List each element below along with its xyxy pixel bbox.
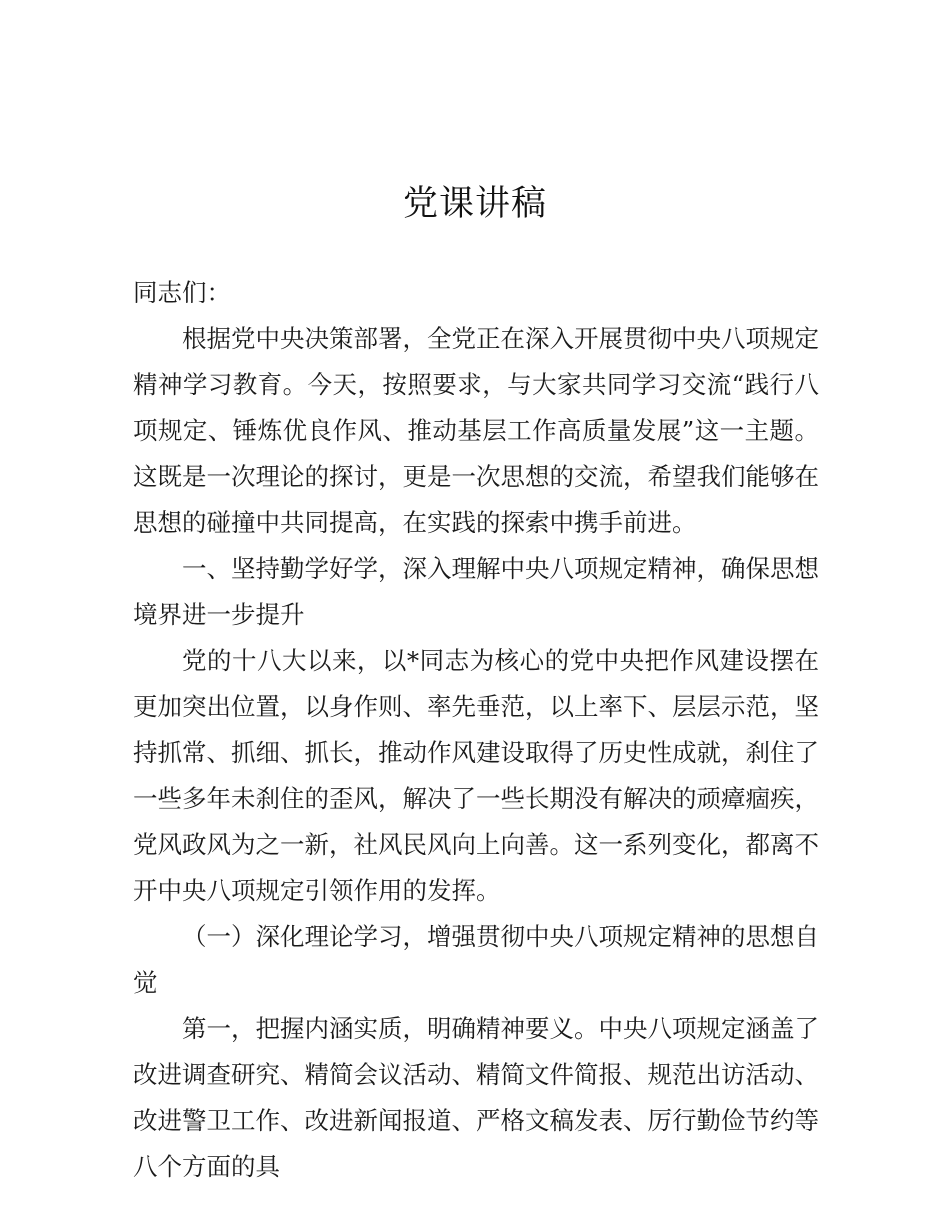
salutation-line: 同志们： [133, 278, 231, 307]
section-heading-1: 一、坚持勤学好学，深入理解中央八项规定精神，确保思想境界进一步提升 [133, 554, 819, 629]
intro-paragraph: 根据党中央决策部署，全党正在深入开展贯彻中央八项规定精神学习教育。今天，按照要求，与大家共同学习交流“践行八项规定、锤炼优良作风、推动基层工作高质量发展”这一主题。这既是一次理论的探讨，更是一次思想的交流，希望我们能够在思想的碰撞中共同提高，在实践的探索中携手前进。 [133, 324, 819, 537]
body-paragraph-2: 第一，把握内涵实质，明确精神要义。中央八项规定涵盖了改进调查研究、精简会议活动、精简文件简报、规范出访活动、改进警卫工作、改进新闻报道、严格文稿发表、厉行勤俭节约等八个方面的具 [133, 1014, 819, 1181]
body-paragraph-1: 党的十八大以来，以*同志为核心的党中央把作风建设摆在更加突出位置，以身作则、率先垂范，以上率下、层层示范，坚持抓常、抓细、抓长，推动作风建设取得了历史性成就，刹住了一些多年未刹住的歪风，解决了一些长期没有解决的顽瘴痼疾，党风政风为之一新，社风民风向上向善。这一系列变化，都离不开中央八项规定引领作用的发挥。 [133, 646, 819, 905]
page-title: 党课讲稿 [402, 184, 547, 225]
document-body [133, 270, 819, 1190]
section-heading-2: （一）深化理论学习，增强贯彻中央八项规定精神的思想自觉 [133, 922, 819, 997]
